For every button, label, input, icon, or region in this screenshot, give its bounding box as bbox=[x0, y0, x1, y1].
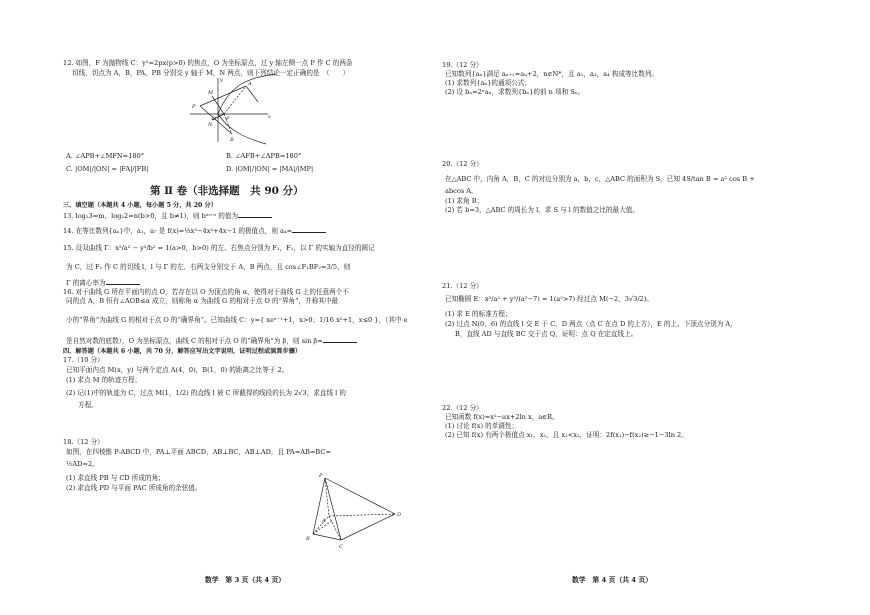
label-F: F bbox=[226, 116, 230, 122]
q12-option-b: B. ∠AFB+∠APB=180° bbox=[226, 152, 302, 160]
q20-line2: abcos A。 bbox=[445, 187, 478, 195]
q22-line1: 已知函数 f(x)=x²−ax+2ln x，a∈R。 bbox=[445, 413, 559, 421]
q17-line1: 已知平面内点 M(x，y) 与两个定点 A(4，0)，B(1，0) 的距离之比等于 2。 bbox=[66, 366, 289, 374]
q19-part1: (1) 求数列{aₙ}的通项公式； bbox=[445, 79, 531, 87]
q21-line1: 已知椭圆 E：x²/a² + y²/(a²−7) = 1(a²>7) 经过点 M(−2，3√3/2)。 bbox=[445, 295, 653, 303]
q21-part1: (1) 求 E 的标准方程； bbox=[445, 310, 512, 318]
q16-line4-text: 是自然对数的底数），O 为坐标原点，曲线 C 的相对于点 O 的“确界角”为 β，则 sin β= bbox=[66, 337, 323, 345]
q15-line3-text: Γ 的离心率为 bbox=[66, 279, 106, 287]
label-y: y bbox=[220, 77, 223, 83]
label-P: P bbox=[319, 473, 323, 479]
q16-answer-blank bbox=[323, 336, 357, 343]
label-M: M bbox=[208, 90, 214, 96]
q20-part2: (2) 若 b=3，△ABC 的周长为 l，求 S 与 l 的数值之比的最大值。 bbox=[445, 206, 639, 214]
q12-option-c: C. |OM|/|ON| = |FA|/|FB| bbox=[66, 165, 149, 173]
label-x: x bbox=[268, 114, 271, 120]
label-B: B bbox=[230, 137, 234, 143]
q18-part2: (2) 求直线 PD 与平面 PAC 所成角的余弦值。 bbox=[66, 484, 202, 492]
q17-part2-cont: 方程。 bbox=[78, 401, 98, 409]
q14-answer-blank bbox=[292, 226, 326, 233]
label-N: N bbox=[208, 122, 213, 128]
page-4-footer: 数学 第 4 页（共 4 页） bbox=[572, 576, 653, 584]
q18-pyramid-figure bbox=[305, 470, 405, 550]
q16-line3: 小的“界角”为曲线 G 的相对于点 O 的“确界角”。已知曲线 C：y={ xeˣ⁻¹+1，x>0；1/16 x²+1，x≤0 }，（其中 e bbox=[66, 316, 408, 324]
q17-part2: (2) 记(1)中的轨迹为 C，过点 M(1，1/2) 的直线 l 被 C 所截得的线段的长为 2√3，求直线 l 的 bbox=[66, 389, 346, 397]
q18-line2: ½AD=2。 bbox=[66, 460, 99, 468]
page-3-footer: 数学 第 3 页（共 4 页） bbox=[205, 576, 286, 584]
q15-line3 bbox=[66, 278, 140, 288]
q15-answer-blank bbox=[106, 278, 140, 285]
label-C: C bbox=[339, 544, 343, 550]
q22-part2: (2) 已知 f(x) 有两个极值点 x₁，x₂，且 x₁<x₂，证明：2f(x₁)−f(x₂)≥−1−3ln 2。 bbox=[445, 431, 688, 439]
q22-part1: (1) 讨论 f(x) 的单调性； bbox=[445, 422, 519, 430]
part2-title: 第 Ⅱ 卷（非选择题 共 90 分） bbox=[150, 185, 304, 197]
label-B: B bbox=[306, 536, 310, 542]
q19-heading: 19.（12 分） bbox=[442, 61, 483, 69]
q19-line1: 已知数列{aₙ}满足 aₙ₊₁=aₙ+2，n∈N*，且 a₁，a₃，a₄ 构成等比数列。 bbox=[445, 70, 659, 78]
label-P: P bbox=[192, 104, 196, 110]
q13-answer-blank bbox=[238, 211, 272, 218]
label-D: D bbox=[397, 512, 402, 518]
q12-option-d: D. |OM|/|ON| = |MA|/|MP| bbox=[226, 165, 314, 173]
q21-heading: 21.（12 分） bbox=[442, 282, 483, 290]
label-A: A bbox=[322, 518, 326, 524]
fill-section-heading: 三、填空题（本题共 4 小题，每小题 5 分，共 20 分） bbox=[63, 202, 217, 209]
q12-parabola-figure bbox=[188, 76, 298, 146]
exam-page-4 bbox=[435, 0, 870, 615]
q14 bbox=[63, 226, 326, 236]
q14-text: 14. 在等比数列{aₙ}中，a₁，a₇ 是 f(x)=⅓x³−4x²+4x−1 的极值点，则 a₄= bbox=[63, 227, 293, 235]
q21-part2: (2) 过点 N(0，6) 的直线 l 交 E 于 C，D 两点（点 C 在点 D 的上方），E 的上、下顶点分别为 A， bbox=[445, 320, 737, 328]
q18-part1: (1) 求直线 PB 与 CD 所成的角； bbox=[66, 474, 165, 482]
q13-text: 13. log₃3=m，log₂2=n(b>0，且 b≠1)，则 bᵐ⁺ⁿ 的值为 bbox=[63, 212, 239, 220]
label-O: O bbox=[212, 116, 217, 122]
q20-heading: 20.（12 分） bbox=[442, 160, 483, 168]
q12-line2: 切线，切点为 A，B，PA，PB 分别交 y 轴于 M，N 两点，则下列结论一定正确的是 （ ） bbox=[72, 69, 350, 77]
q21-part2-cont: B，直线 AD 与直线 BC 交于点 Q，证明：点 Q 在定直线上。 bbox=[455, 330, 638, 338]
q22-heading: 22.（12 分） bbox=[442, 404, 483, 412]
q17-heading: 17.（10 分） bbox=[63, 356, 104, 364]
q20-line1: 在△ABC 中，内角 A，B，C 的对边分别为 a，b，c，△ABC 的面积为 S，已知 4S/tan B = a² cos B + bbox=[445, 175, 755, 183]
q18-heading: 18.（12 分） bbox=[63, 438, 104, 446]
q17-part1: (1) 求点 M 的轨迹方程； bbox=[66, 376, 142, 384]
q16-line4 bbox=[66, 336, 357, 346]
q19-part2: (2) 设 bₙ=2ⁿaₙ，求数列{bₙ}的前 n 项和 Sₙ。 bbox=[445, 88, 585, 96]
q16-line2: 同的点 A，B 恒有∠AOB≤α 成立，则称角 α 为曲线 G 的相对于点 O 的“界角”，并称其中最 bbox=[66, 297, 339, 305]
q15-line2: 为 C，过 F₁ 作 C 的切线 l，l 与 Γ 的左、右两支分别交于 A，B 两点，且 cos∠F₁BF₂=3/5，则 bbox=[66, 263, 351, 271]
q20-part1: (1) 求角 B； bbox=[445, 197, 484, 205]
q13 bbox=[63, 211, 272, 221]
q12-option-a: A. ∠APB+∠MFN=180° bbox=[66, 152, 145, 160]
q18-line1: 如图，在四棱锥 P-ABCD 中，PA⊥平面 ABCD，AB⊥BC，AB⊥AD，且 PA=AB=BC= bbox=[66, 448, 331, 456]
solve-section-heading: 四、解答题（本题共 6 小题，共 70 分，解答应写出文字说明，证明过程或演算步骤） bbox=[63, 348, 302, 355]
q16-line1: 16. 对于曲线 G 所在平面内的点 O，若存在以 O 为顶点的角 α，使得对于曲线 G 上的任意两个不 bbox=[63, 288, 349, 296]
label-A: A bbox=[248, 81, 252, 87]
q12-line1: 12. 如图，F 为抛物线 C：y²=2px(p>0) 的焦点，O 为坐标原点，过 y 轴左侧一点 P 作 C 的两条 bbox=[63, 59, 353, 67]
q15-line1: 15. 设双曲线 Γ：x²/a² − y²/b² = 1(a>0，b>0) 的左、右焦点分别为 F₁，F₂，以 Γ 的实轴为直径的圆记 bbox=[63, 244, 375, 252]
